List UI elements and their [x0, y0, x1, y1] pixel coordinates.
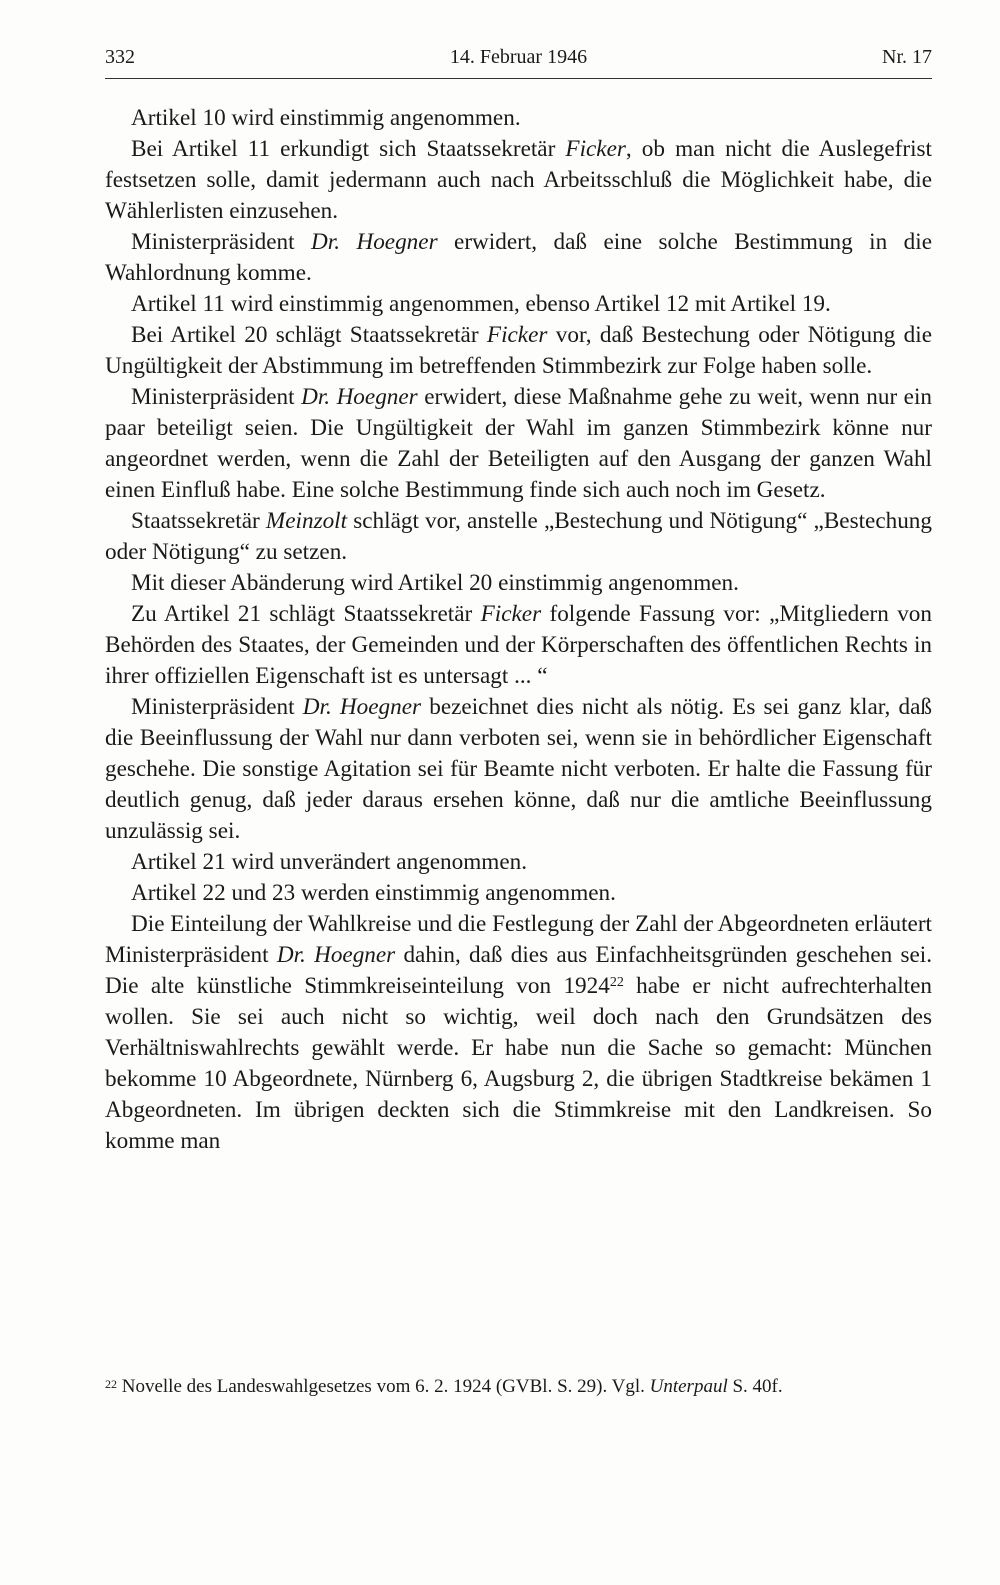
person-name: Dr. Hoegner	[276, 942, 396, 968]
paragraph: Artikel 10 wird einstimmig angenommen.	[131, 105, 521, 131]
page-number: 332	[105, 46, 135, 68]
running-header	[105, 46, 932, 74]
footnote-marker: 22	[105, 1377, 117, 1391]
paragraph: Zu Artikel 21 schlägt Staatssekretär Ficker folgende Fassung vor: „Mitgliedern von Behörden des Staates, der Gemeinden und der Körperschaften des öffentlichen Rechts in ihrer offiziellen Eigenschaft ist es untersagt ... “	[105, 601, 932, 689]
paragraph: Mit dieser Abänderung wird Artikel 20 einstimmig angenommen.	[131, 570, 739, 596]
footnote-reference: 22	[609, 975, 624, 990]
person-name: Meinzolt	[265, 508, 348, 534]
person-name: Dr. Hoegner	[302, 694, 422, 720]
person-name: Ficker	[480, 601, 542, 627]
paragraph: Artikel 22 und 23 werden einstimmig angenommen.	[131, 880, 616, 906]
footnote-text-end: S. 40f.	[727, 1376, 783, 1397]
paragraph: Ministerpräsident Dr. Hoegner erwidert, daß eine solche Bestimmung in die Wahlordnung komme.	[105, 229, 932, 286]
footnote	[105, 1374, 932, 1400]
header-rule	[105, 78, 932, 79]
paragraph: Bei Artikel 11 erkundigt sich Staatssekretär Ficker, ob man nicht die Auslegefrist festsetzen solle, damit jedermann auch nach Arbeitsschluß die Möglichkeit habe, die Wählerlisten einzusehen.	[105, 136, 932, 224]
person-name: Ficker	[565, 136, 626, 162]
paragraph: Die Einteilung der Wahlkreise und die Festlegung der Zahl der Abgeordneten erläutert Ministerpräsident Dr. Hoegner dahin, daß dies aus Einfachheitsgründen geschehen sei. Die alte künstliche Stimmkreiseinteilung von 1924$^{22}$ habe er nicht aufrechterhalten wollen. Sie sei auch nicht so wichtig, weil doch nach den Grundsätzen des Verhältniswahlrechts gewählt werde. Er habe nun die Sache so gemacht: München bekomme 10 Abgeordnete, Nürnberg 6, Augsburg 2, die übrigen Stadtkreise bekämen 1 Abgeordneten. Im übrigen deckten sich die Stimmkreise mit den Landkreisen. So komme man	[105, 911, 933, 1154]
person-name: Dr. Hoegner	[301, 384, 418, 410]
paragraph: Artikel 21 wird unverändert angenommen.	[131, 849, 527, 875]
footnote-text: Novelle des Landeswahlgesetzes vom 6. 2. 1924 (GVBl. S. 29). Vgl.	[121, 1376, 650, 1397]
paragraph: Artikel 11 wird einstimmig angenommen, ebenso Artikel 12 mit Artikel 19.	[131, 291, 831, 317]
paragraph: Ministerpräsident Dr. Hoegner erwidert, diese Maßnahme gehe zu weit, wenn nur ein paar beteiligt seien. Die Ungültigkeit der Wahl im ganzen Stimmbezirk könne nur angeordnet werden, wenn die Zahl der Beteiligten auf den Ausgang der ganzen Wahl einen Einfluß habe. Eine solche Bestimmung finde sich auch noch im Gesetz.	[105, 384, 932, 503]
document-number: Nr. 17	[882, 46, 932, 68]
person-name: Ficker	[486, 322, 548, 348]
footnote-italic: Unterpaul	[649, 1376, 728, 1397]
paragraph: Ministerpräsident Dr. Hoegner bezeichnet dies nicht als nötig. Es sei ganz klar, daß die Beeinflussung der Wahl nur dann verboten sei, wenn sie in behördlicher Eigenschaft geschehe. Die sonstige Agitation sei für Beamte nicht verboten. Er halte die Fassung für deutlich genug, daß jeder daraus ersehen könne, daß nur die amtliche Beeinflussung unzulässig sei.	[105, 694, 932, 844]
person-name: Dr. Hoegner	[311, 229, 438, 255]
paragraph: Bei Artikel 20 schlägt Staatssekretär Ficker vor, daß Bestechung oder Nötigung die Ungültigkeit der Abstimmung im betreffenden Stimmbezirk zur Folge haben solle.	[105, 322, 932, 379]
header-date: 14. Februar 1946	[449, 46, 588, 68]
paragraph: Staatssekretär Meinzolt schlägt vor, anstelle „Bestechung und Nötigung“ „Bestechung oder Nötigung“ zu setzen.	[105, 508, 932, 565]
main-text	[105, 103, 932, 1157]
